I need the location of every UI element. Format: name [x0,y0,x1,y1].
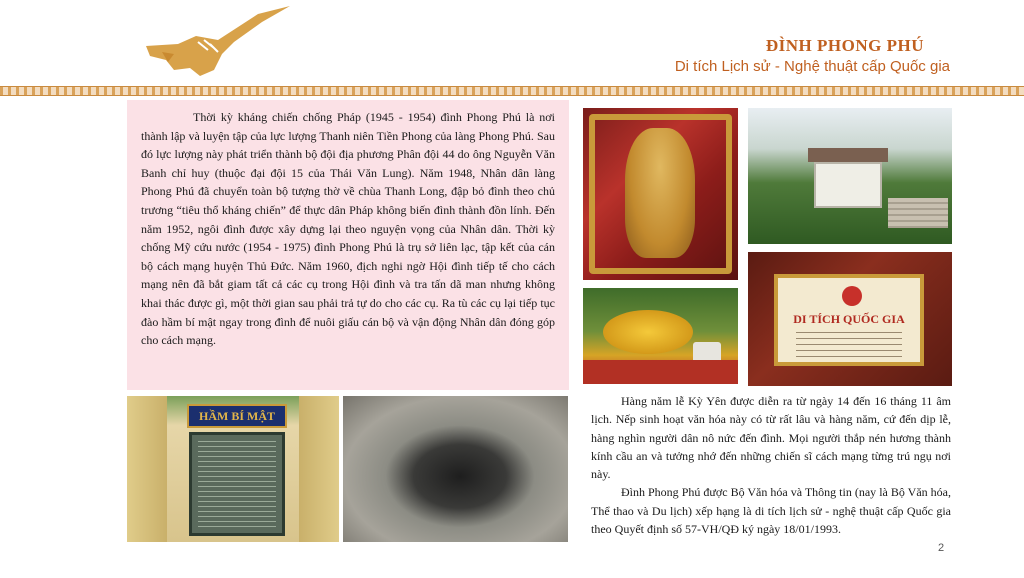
tunnel-sign-label: HẦM BÍ MẬT [187,404,287,428]
carved-statue-photo [583,108,738,280]
festival-text-block [591,392,951,538]
festival-paragraph: Hàng năm lễ Kỳ Yên được diễn ra từ ngày 14 đến 16 tháng 11 âm lịch. Nếp sinh hoạt văn hóa này có từ rất lâu và hàng năm, cứ đến dịp lễ, hàng nghìn người dân nô nức đến đình. Mọi người thắp nén hương thành kính cầu an và tưởng nhớ đến những chiến sĩ cách mạng từng trú ngụ nơi này. [591,394,951,482]
certificate-frame [774,274,924,366]
decorative-border [0,86,1024,96]
altar-lion-photo [583,288,738,384]
left-pillar [127,396,167,542]
horse-rider-carving [625,128,695,258]
page-number: 2 [938,542,945,554]
history-text-panel [127,100,569,390]
page-subtitle: Di tích Lịch sử - Nghệ thuật cấp Quốc gia [674,58,950,75]
crane-bird-logo [138,4,298,84]
heritage-certificate-photo [748,252,952,386]
certificate-heading: DI TÍCH QUỐC GIA [793,312,905,326]
inscription-lines [198,441,276,527]
golden-lion-statue [603,310,693,354]
page-title: ĐÌNH PHONG PHÚ [765,36,924,55]
tunnel-opening-photo [343,396,568,542]
temple-roof [808,148,888,162]
history-paragraph: Thời kỳ kháng chiến chống Pháp (1945 - 1954) đình Phong Phú là nơi thành lập và luyện tập của lực lượng Thanh niên Tiền Phong của làng Phong Phú. Sau đó lực lượng này phát triển thành bộ đội địa phương Phân đội 44 do ông Nguyễn Văn Banh chỉ huy (thuộc đại đội 15 của Thái Văn Lung). Năm 1948, Nhân dân làng Phong Phú đã chuyển toàn bộ tượng thờ về chùa Thanh Long, đập bỏ đình theo chủ trương “tiêu thổ kháng chiến” để thực dân Pháp không biến đình thành đồn lính. Đến năm 1952, ngôi đình được xây dựng lại theo nguyện vọng của Nhân dân. Thời kỳ chống Mỹ cứu nước (1954 - 1975) đình Phong Phú là trụ sở liên lạc, tập kết của cán bộ cách mạng huyện Thủ Đức. Năm 1960, địch nghi ngờ Hội đình tiếp tế cho cách mạng nên đã bắt giam tất cả các cụ trong Hội đình và tra tấn dã man nhưng không khai thác được gì, một thời gian sau phải trả tự do cho các cụ. Ra tù các cụ lại tiếp tục đào hầm bí mật ngay trong đình để nuôi giấu cán bộ và vận động Nhân dân đóng góp cho cách mạng. [141,110,555,348]
temple-stairs [888,198,948,228]
inscription-plate [189,432,285,536]
temple-exterior-photo [748,108,952,244]
red-altar [583,360,738,384]
temple-building [814,162,882,208]
certificate-text-lines [796,332,902,360]
secret-tunnel-sign-photo [127,396,339,542]
right-pillar [299,396,339,542]
national-emblem-icon [842,286,862,306]
recognition-paragraph: Đình Phong Phú được Bộ Văn hóa và Thông tin (nay là Bộ Văn hóa, Thể thao và Du lịch) xếp hạng là di tích lịch sử - nghệ thuật cấp Quốc gia theo Quyết định số 57-VH/QĐ ký ngày 18/01/1993. [591,485,951,537]
